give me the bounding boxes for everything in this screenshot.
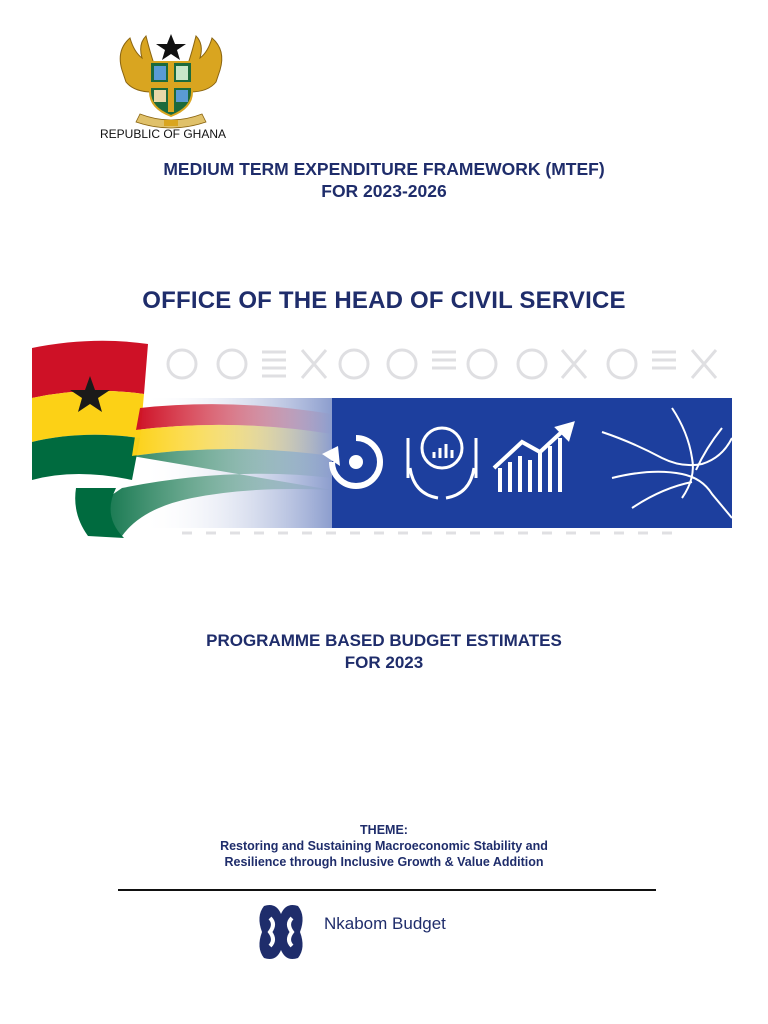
theme-line1: Restoring and Sustaining Macroeconomic Stability and bbox=[220, 839, 548, 853]
republic-label: REPUBLIC OF GHANA bbox=[100, 127, 227, 141]
mtef-title-line2: FOR 2023-2026 bbox=[321, 181, 447, 201]
mtef-title-line1: MEDIUM TERM EXPENDITURE FRAMEWORK (MTEF) bbox=[163, 159, 605, 179]
theme-line2: Resilience through Inclusive Growth & Value Addition bbox=[224, 855, 544, 869]
budget-title bbox=[0, 630, 768, 674]
office-title: OFFICE OF THE HEAD OF CIVIL SERVICE bbox=[142, 287, 626, 314]
footer-divider bbox=[118, 889, 656, 891]
mtef-title bbox=[0, 158, 768, 202]
banner-image bbox=[32, 338, 732, 543]
budget-title-line2: FOR 2023 bbox=[344, 653, 424, 672]
theme-block bbox=[0, 822, 768, 870]
theme-label: THEME: bbox=[360, 823, 408, 837]
budget-title-line1: PROGRAMME BASED BUDGET ESTIMATES bbox=[206, 631, 562, 650]
coat-of-arms-emblem bbox=[112, 30, 230, 130]
nkabom-logo-icon bbox=[254, 902, 308, 962]
nkabom-budget-label: Nkabom Budget bbox=[324, 914, 446, 933]
